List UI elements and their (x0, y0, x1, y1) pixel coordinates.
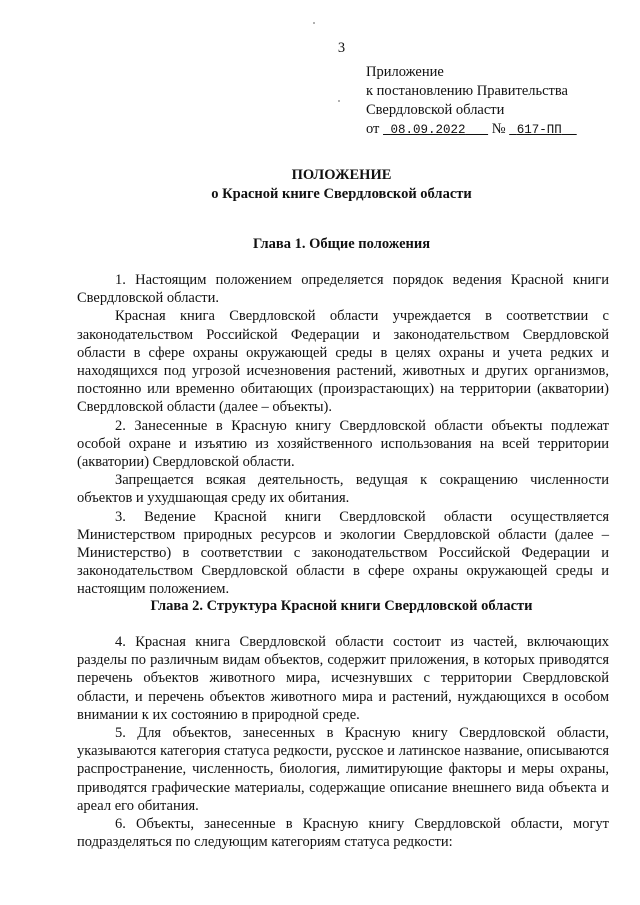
paragraph: 3. Ведение Красной книги Свердловской области осуществляется Министерством природных ресурсов и экологии Свердловской области (далее – Министерство) в соответствии с законодательством Российской Федерации и законодательством Свердловской области в сфере охраны окружающей среды и настоящим положением. (77, 508, 609, 598)
number-label: № (491, 121, 506, 137)
document-subtitle: о Красной книге Свердловской области (211, 186, 472, 202)
scan-speck (313, 22, 315, 24)
paragraph: 6. Объекты, занесенные в Красную книгу Свердловской области, могут подразделяться по следующим категориям статуса редкости: (77, 816, 609, 851)
paragraph: 4. Красная книга Свердловской области состоит из частей, включающих разделы по различным видам объектов, содержит приложения, в которых приводятся перечень объектов животного мира, исчезнувших с территории Свердловской области, и перечень объектов животного мира и растений, нуждающихся в особом внимании к их состоянию в природной среде. (77, 634, 609, 723)
document-title: ПОЛОЖЕНИЕ (291, 167, 392, 183)
chapter-1-body (77, 271, 609, 599)
page-number: 3 (337, 40, 346, 56)
from-label: от (366, 121, 380, 137)
paragraph: Красная книга Свердловской области учреждается в соответствии с законодательством Российской Федерации и законодательством Свердловской области в сфере охраны окружающей среды в целях охраны и учета редких и находящихся под угрозой исчезновения растений, животных и других организмов, постоянно или временно обитающих (произрастающих) на территории (акватории) Свердловской области (далее – объекты). (77, 308, 609, 416)
chapter-1-heading: Глава 1. Общие положения (252, 236, 431, 252)
appendix-line-1: Приложение (366, 64, 444, 80)
chapter-2-body (77, 633, 609, 851)
appendix-block (366, 63, 577, 140)
appendix-date-line (366, 120, 577, 140)
appendix-line-3: Свердловской области (366, 102, 505, 118)
paragraph: 2. Занесенные в Красную книгу Свердловской области объекты подлежат особой охране и изъятию из хозяйственного использования на всей территории (акватории) Свердловской области. (77, 417, 609, 471)
paragraph: 1. Настоящим положением определяется порядок ведения Красной книги Свердловской области. (77, 272, 609, 307)
paragraph: Запрещается всякая деятельность, ведущая к сокращению численности объектов и ухудшающая среду их обитания. (77, 472, 609, 507)
decree-date: 08.09.2022 (390, 123, 466, 137)
decree-number: 617-ПП (516, 123, 562, 137)
paragraph: 5. Для объектов, занесенных в Красную книгу Свердловской области, указываются категория статуса редкости, русское и латинское название, описываются распространение, численность, биология, лимитирующие факторы и меры охраны, приводятся графические материалы, содержащие описание внешнего вида объекта и ареал его обитания. (77, 725, 609, 814)
chapter-2-heading: Глава 2. Структура Красной книги Свердловской области (150, 598, 533, 614)
appendix-line-2: к постановлению Правительства (366, 83, 568, 99)
scan-speck (338, 100, 340, 102)
